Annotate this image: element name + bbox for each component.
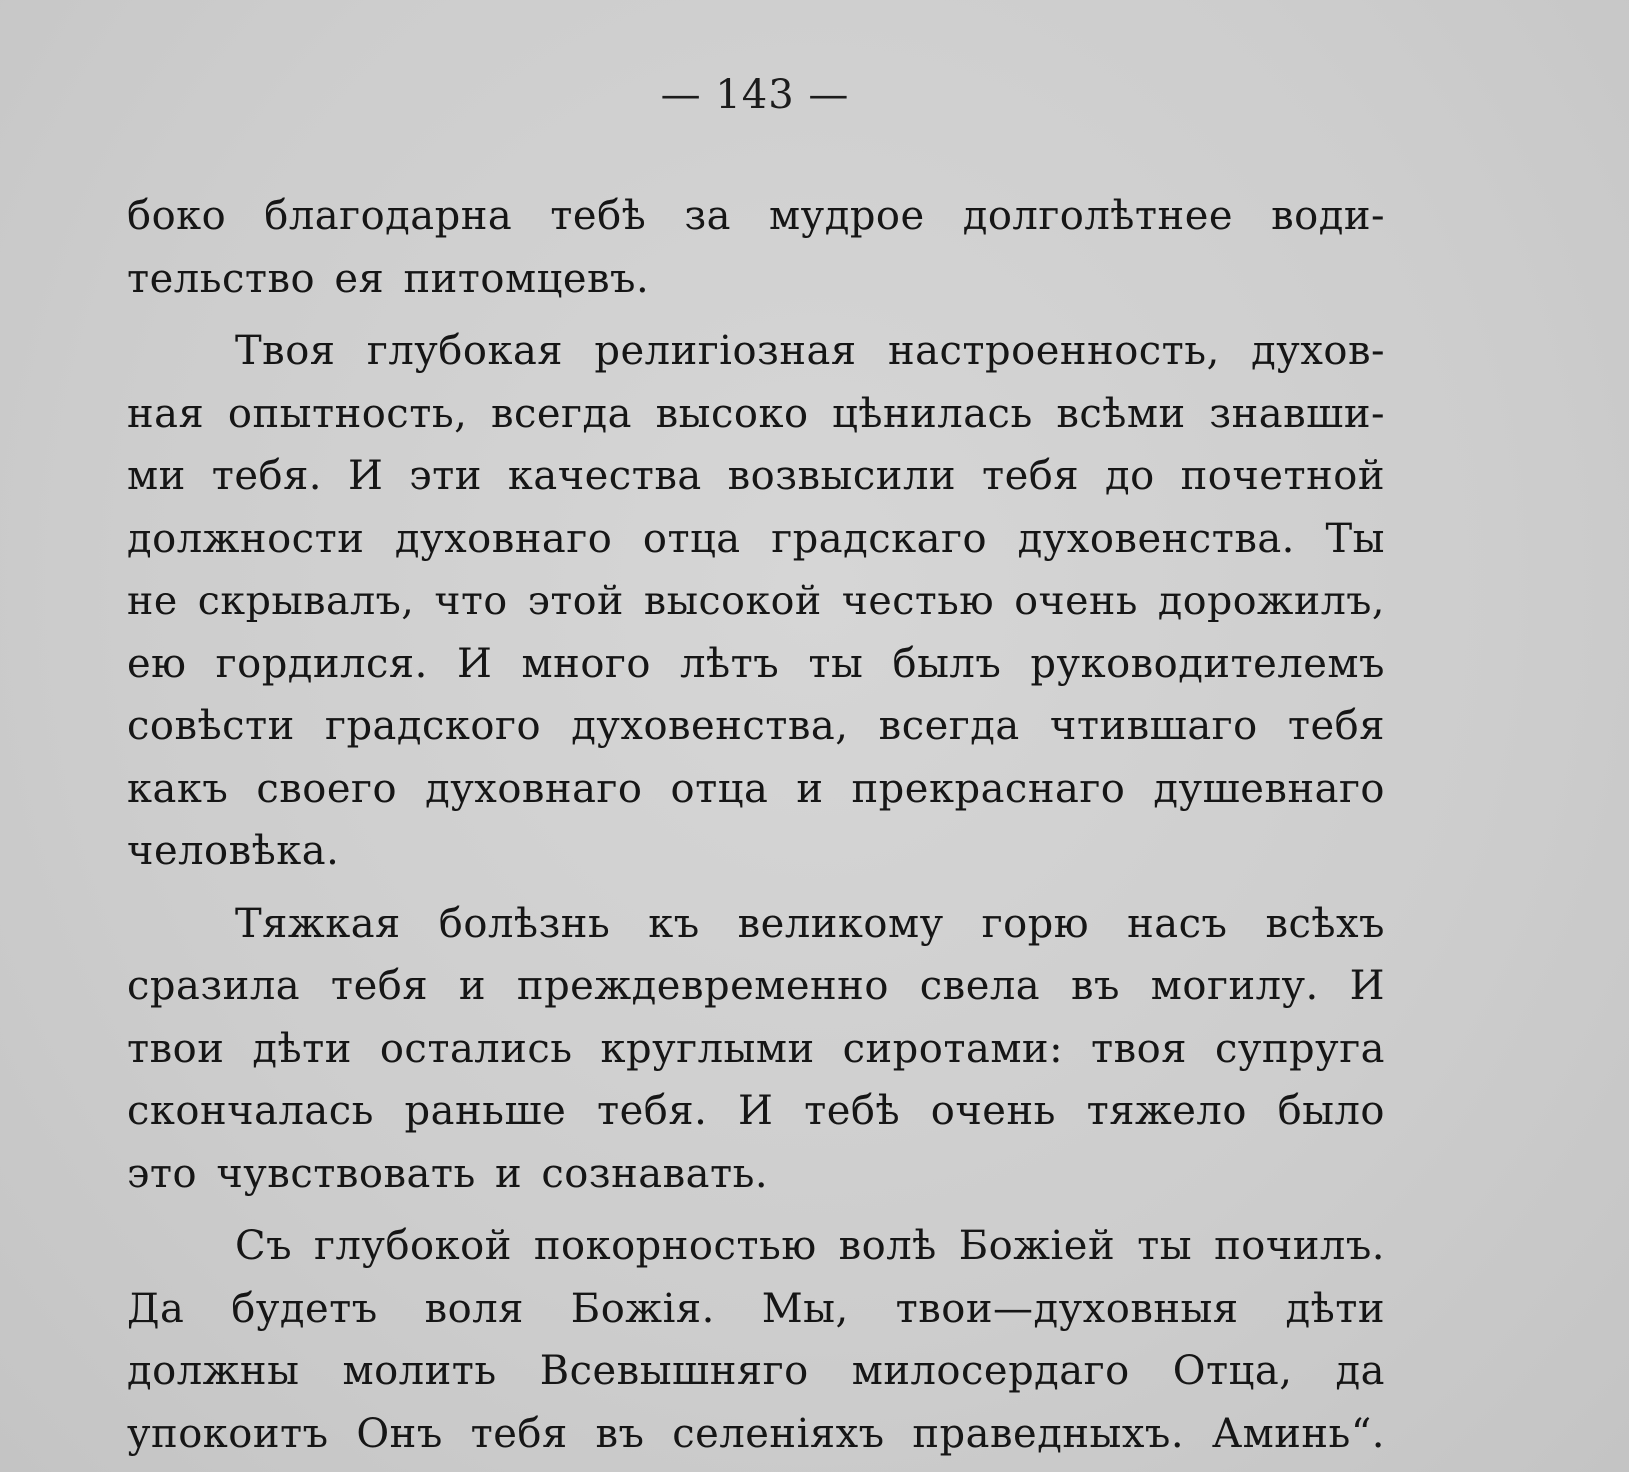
text-line: тельство ея питомцевъ. <box>127 255 650 302</box>
text-line: боко благодарна тебѣ за мудрое долголѣтнее води- <box>127 193 1385 239</box>
text-line: должны молить Всевышняго милосердаго Отца, да <box>127 1348 1385 1394</box>
text-line: скончалась раньше тебя. И тебѣ очень тяжело было <box>127 1088 1385 1134</box>
text-line: упокоитъ Онъ тебя въ селеніяхъ праведныхъ. Аминь“. <box>127 1410 1385 1457</box>
text-line: какъ своего духовнаго отца и прекраснаго душевнаго <box>127 765 1385 812</box>
text-line: Твоя глубокая религіозная настроенность, духов- <box>235 328 1385 374</box>
text-line: это чувствовать и сознавать. <box>127 1150 769 1197</box>
text-line: Да будетъ воля Божія. Мы, твои—духовныя дѣти <box>127 1285 1385 1332</box>
text-line: не скрывалъ, что этой высокой честью очень дорожилъ, <box>127 578 1385 624</box>
text-line: Тяжкая болѣзнь къ великому горю насъ всѣхъ <box>235 900 1385 947</box>
page-number: — 143 — <box>660 72 850 118</box>
text-line: ми тебя. И эти качества возвысили тебя до почетной <box>127 453 1385 499</box>
text-line: Съ глубокой покорностью волѣ Божіей ты почилъ. <box>235 1223 1385 1269</box>
text-line: сразила тебя и преждевременно свела въ могилу. И <box>127 963 1385 1009</box>
text-line: человѣка. <box>127 828 340 874</box>
text-line: ная опытность, всегда высоко цѣнилась всѣми знавши- <box>127 390 1385 437</box>
text-line: совѣсти градского духовенства, всегда чтившаго тебя <box>127 703 1385 749</box>
text-line: должности духовнаго отца градскаго духовенства. Ты <box>127 515 1385 562</box>
paragraph-4 <box>127 1215 1385 1465</box>
paragraph-1 <box>127 185 1385 310</box>
text-line: твои дѣти остались круглыми сиротами: твоя супруга <box>127 1025 1385 1072</box>
text-line: ею гордился. И много лѣтъ ты былъ руководителемъ <box>127 640 1385 687</box>
paragraph-3 <box>127 893 1385 1206</box>
paragraph-2 <box>127 320 1385 883</box>
body-text <box>127 185 1385 1465</box>
